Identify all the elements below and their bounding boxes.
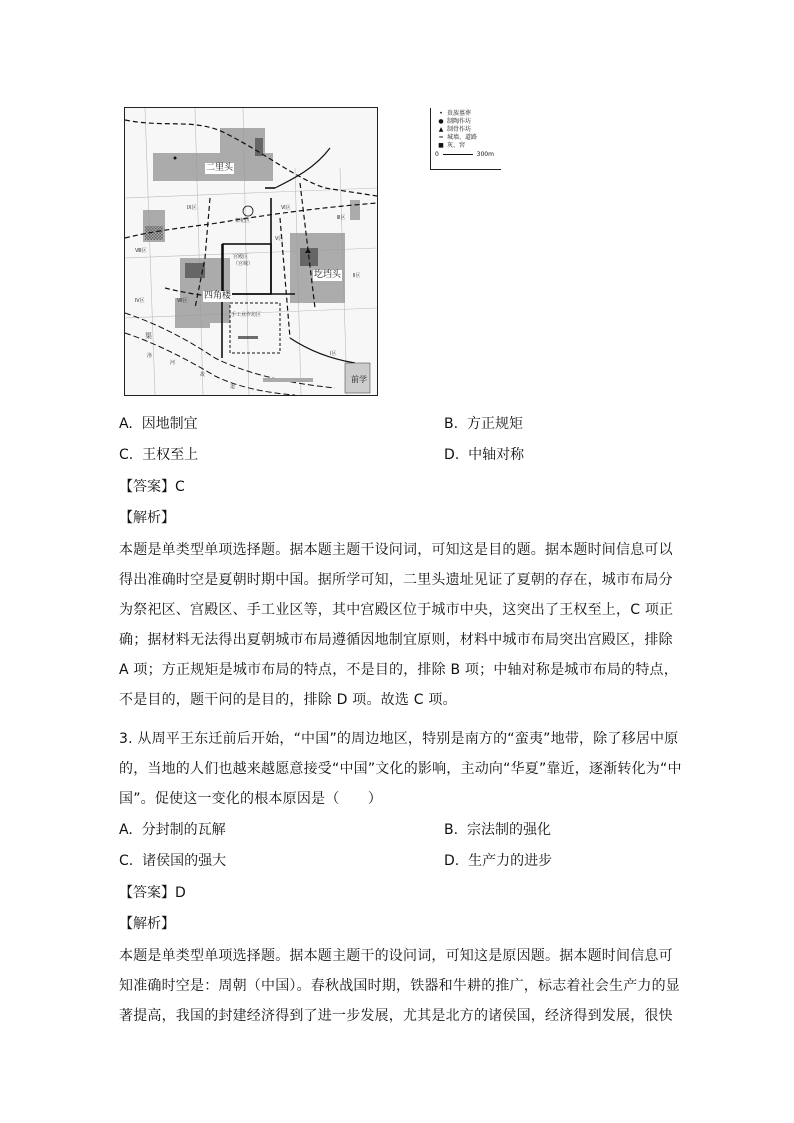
label-sijiaolou: 四角楼 [204, 291, 232, 301]
line-icon: ━ [439, 134, 443, 141]
scale-bar [435, 151, 499, 159]
q3-option-c [119, 851, 226, 871]
text-line: 得出准确时空是夏朝时期中国。据所学可知，二里头遗址见证了夏朝的存在，城市布局分 [119, 572, 673, 588]
text-line: A 项；方正规矩是城市布局的特点，不是目的，排除 B 项；中轴对称是城市布局的特点， [119, 662, 678, 678]
text-line: 著提高，我国的封建经济得到了进一步发展，尤其是北方的诸侯国，经济得到发展，很快 [119, 1008, 673, 1024]
q3-option-d [444, 851, 552, 871]
zone-label: Ⅱ区 [353, 273, 361, 279]
text-line: 本题是单类型单项选择题。据本题主题干的设问词，可知这是原因题。据本题时间信息可 [119, 948, 673, 964]
label-palace: 宫殿区 [233, 254, 249, 260]
q2-option-b [444, 414, 523, 434]
zone-label: Ⅲ区 [337, 215, 346, 221]
q2-option-a [119, 414, 198, 434]
q2-option-c [119, 445, 198, 465]
zone-label: Ⅶ区 [177, 298, 188, 304]
option-key: C. [119, 853, 134, 869]
label-river5: 道 [230, 384, 236, 390]
option-text: 分封制的瓦解 [141, 822, 226, 838]
label-workshop: 手工业作坊区 [231, 312, 262, 318]
legend-label: 制陶作坊 [447, 118, 472, 125]
q2-analysis-text [119, 535, 678, 715]
option-key: D. [444, 853, 460, 869]
zone-label: Ⅳ区 [135, 298, 145, 304]
text-line: 3. 从周平王东迁前后开始，“中国”的周边地区，特别是南方的“蛮夷”地带，除了移居中原 [119, 731, 679, 747]
dot-small-icon: • [439, 110, 443, 117]
scale-end: 300m [476, 151, 494, 158]
option-key: A. [119, 822, 133, 838]
legend-label: 制骨作坊 [447, 126, 472, 133]
label-river4: 故 [200, 372, 206, 378]
legend-item [435, 134, 499, 142]
option-text: 方正规矩 [466, 416, 523, 432]
q3-analysis-heading: 【解析】 [119, 916, 175, 932]
option-text: 诸侯国的强大 [142, 853, 227, 869]
label-river1: 渠 [145, 332, 152, 340]
legend-label: 灰、窖 [447, 142, 466, 149]
square-icon: ■ [438, 142, 444, 149]
legend-item [435, 118, 499, 126]
text-line: 的，当地的人们也越来越愿意接受“中国”文化的影响，主动向“华夏”靠近，逐渐转化为“中 [119, 761, 682, 777]
option-text: 生产力的进步 [468, 853, 553, 869]
map-legend [430, 108, 501, 170]
zone-label: Ⅰ区 [330, 351, 337, 357]
legend-item [435, 110, 499, 118]
option-key: B. [444, 416, 459, 432]
q3-option-a [119, 820, 226, 840]
q3-answer: 【答案】D [119, 885, 186, 901]
erlitou-site-map [124, 107, 494, 396]
option-text: 因地制宜 [141, 416, 198, 432]
legend-label: 城墙、道路 [447, 134, 478, 141]
triangle-icon: ▲ [438, 126, 444, 133]
option-text: 王权至上 [142, 447, 199, 463]
zone-label: Ⅷ区 [135, 248, 147, 254]
legend-item [435, 126, 499, 134]
q2-analysis-heading: 【解析】 [119, 510, 175, 526]
label-river3: 河 [170, 360, 176, 366]
map-drawing [125, 108, 377, 395]
option-text: 宗法制的强化 [466, 822, 551, 838]
q3-analysis-text [119, 941, 680, 1031]
zone-label: Ⅸ区 [187, 205, 197, 211]
text-line: 知准确时空是：周朝（中国）。春秋战国时期，铁器和牛耕的推广，标志着社会生产力的显 [119, 978, 680, 994]
q3-stem [119, 724, 682, 814]
legend-item [435, 142, 499, 150]
label-sacrifice: 祭祀区 [235, 218, 251, 224]
option-key: B. [444, 822, 459, 838]
zone-label: Ⅴ区 [275, 236, 284, 242]
label-erlitou: 二里头 [206, 163, 234, 173]
option-key: C. [119, 447, 134, 463]
scale-start: 0 [435, 151, 439, 158]
option-key: D. [444, 447, 460, 463]
q2-option-d [444, 445, 524, 465]
text-line: 不是目的，题干问的是目的，排除 D 项。故选 C 项。 [119, 692, 457, 708]
label-qianxue: 前学 [351, 375, 367, 384]
label-gedatou: 圪垱头 [314, 270, 342, 280]
label-palace-sub: （宫城） [233, 261, 254, 267]
text-line: 确；据材料无法得出夏朝城市布局遵循因地制宜原则，材料中城市布局突出宫殿区，排除 [119, 632, 673, 648]
option-text: 中轴对称 [468, 447, 525, 463]
text-line: 为祭祀区、宫殿区、手工业区等，其中宫殿区位于城市中央，这突出了王权至上，C 项正 [119, 602, 674, 618]
option-key: A. [119, 416, 133, 432]
text-line: 本题是单类型单项选择题。据本题主题干设问词，可知这是目的题。据本题时间信息可以 [119, 542, 673, 558]
text-line: 国”。促使这一变化的根本原因是（ ） [119, 791, 383, 807]
label-river2: 洛 [147, 353, 153, 359]
zone-label: Ⅵ区 [281, 205, 291, 211]
scale-line [443, 154, 473, 155]
dot-icon: ● [438, 118, 444, 125]
legend-label: 贵族墓葬 [447, 110, 472, 117]
q2-answer: 【答案】C [119, 479, 185, 495]
q3-option-b [444, 820, 551, 840]
